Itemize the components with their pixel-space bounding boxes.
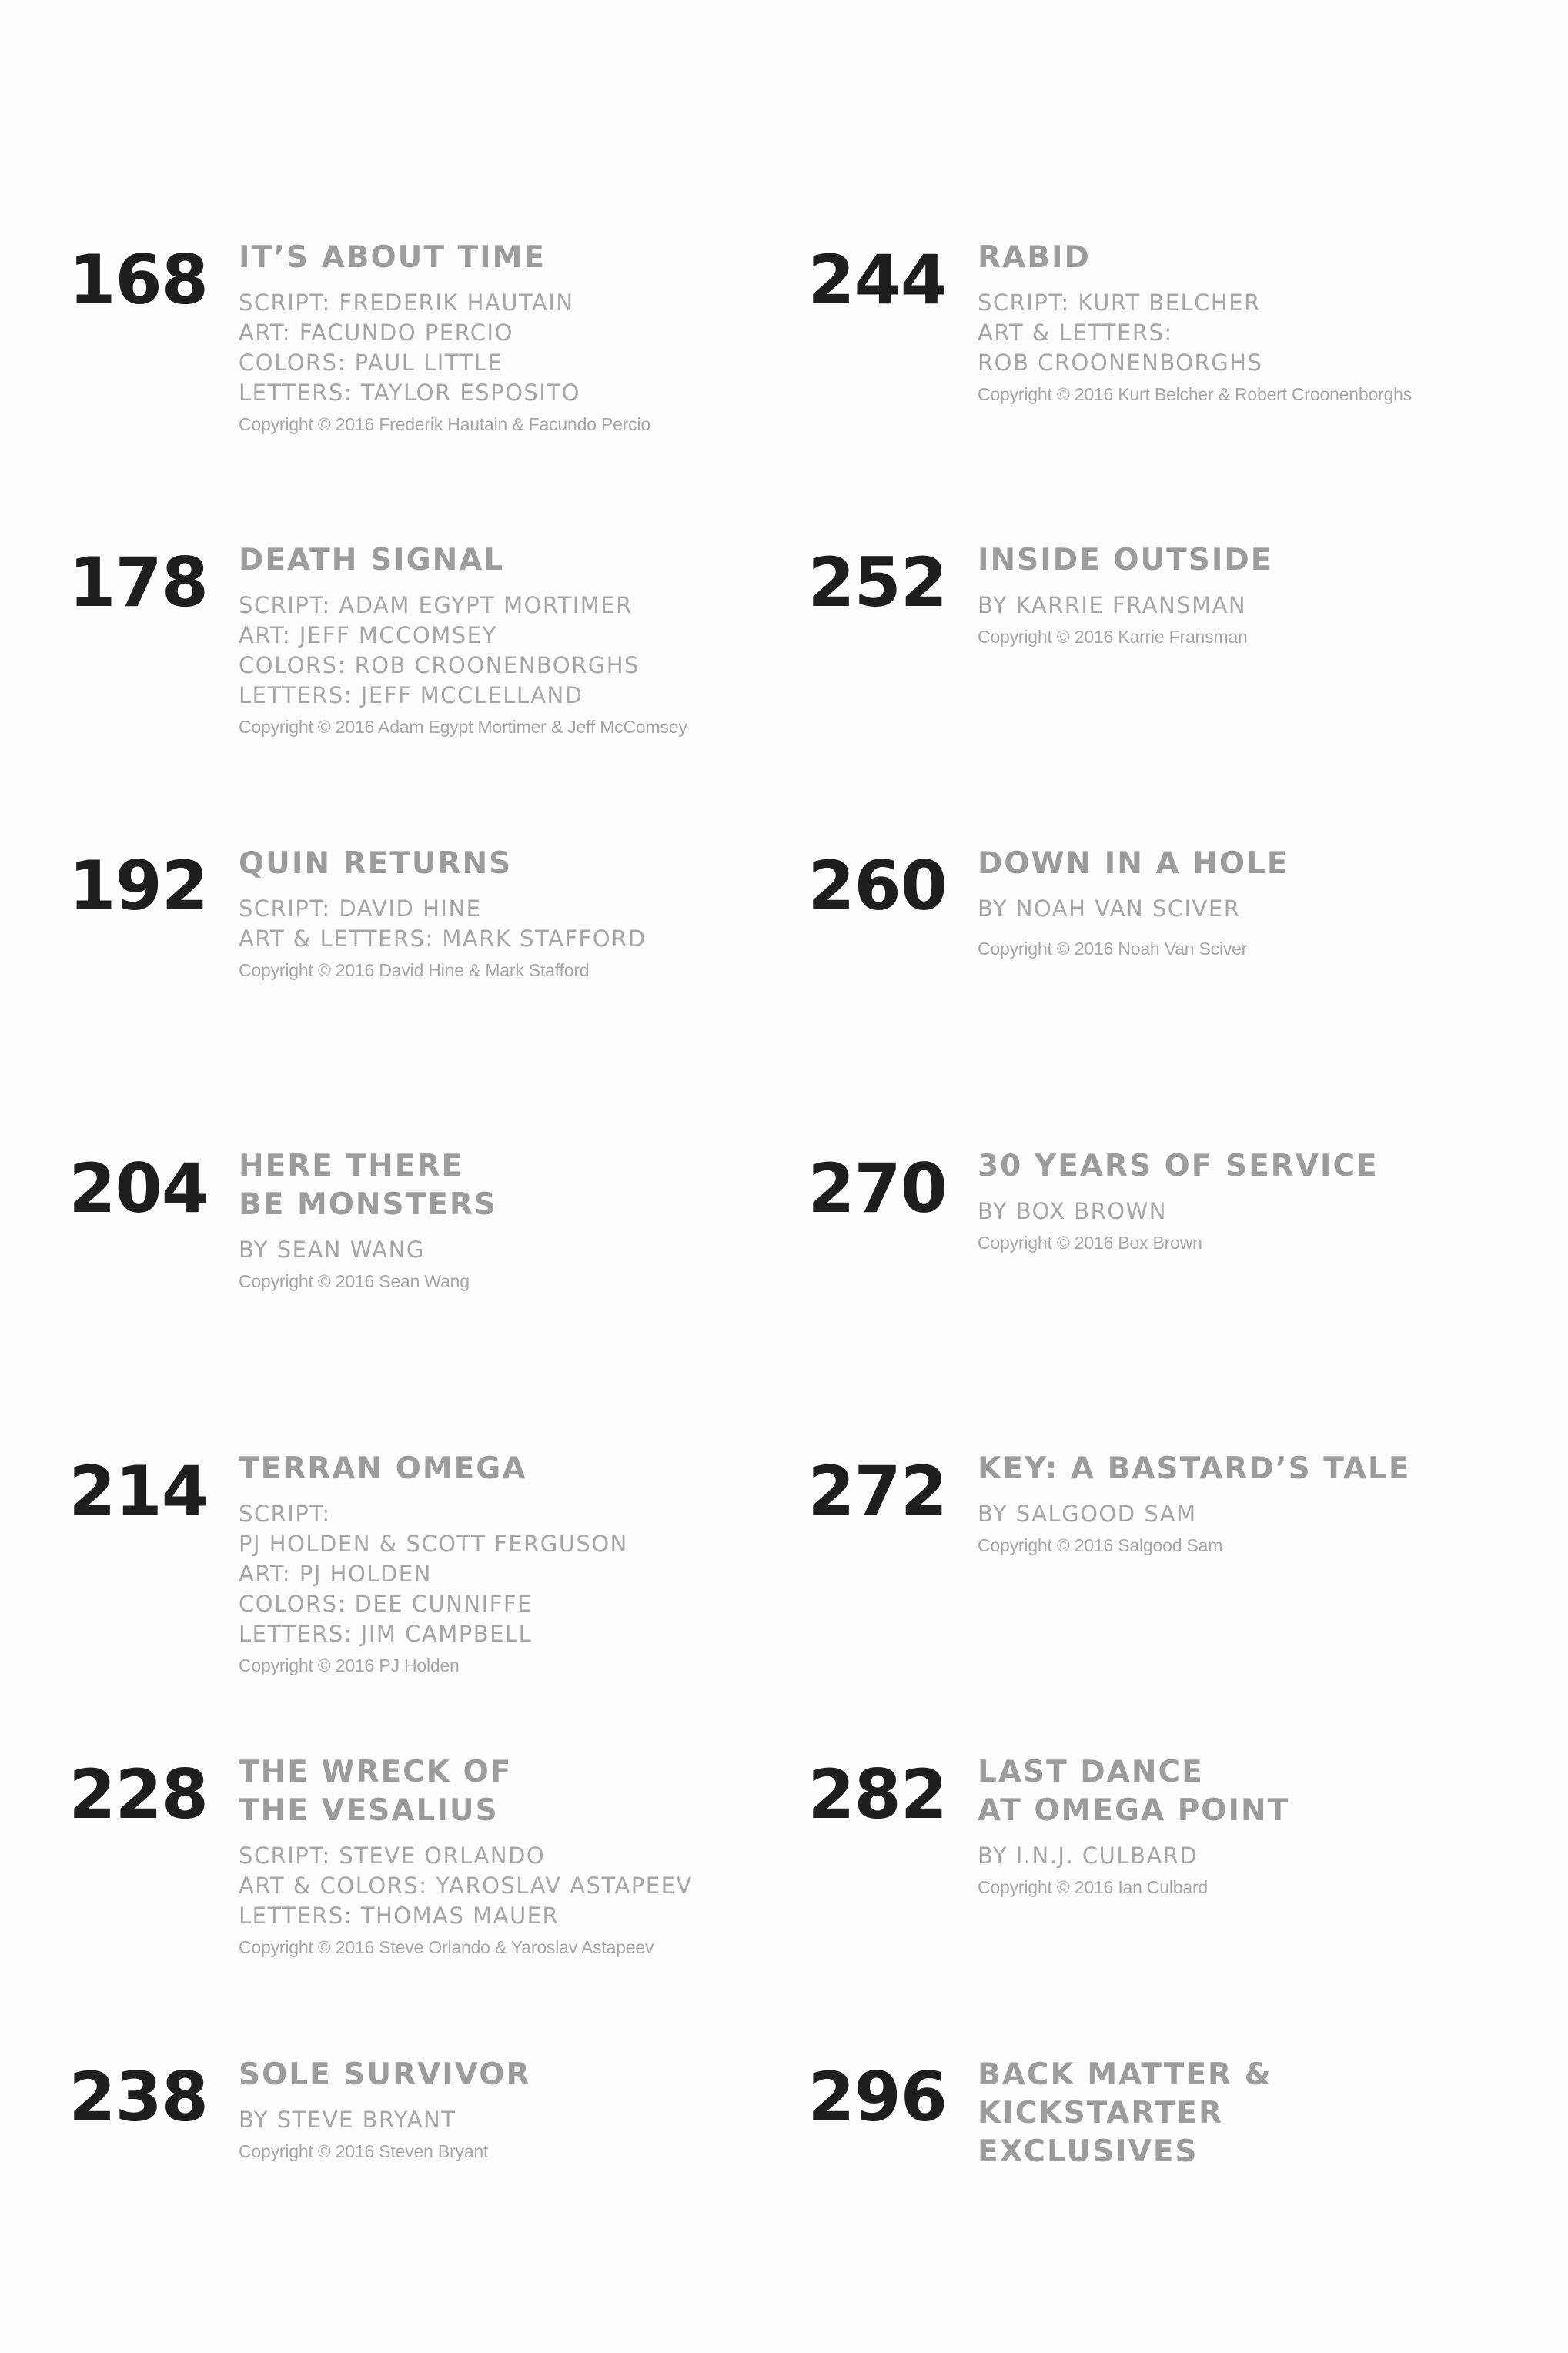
credit-line: SCRIPT: FREDERIK HAUTAIN	[239, 290, 574, 316]
story-title: LAST DANCE AT OMEGA POINT	[978, 1755, 1290, 1828]
credit-line: SCRIPT:	[239, 1501, 331, 1527]
page-number: 178	[69, 543, 208, 622]
page-number: 238	[69, 2057, 208, 2137]
toc-entry[interactable]	[739, 231, 1478, 524]
story-title: TERRAN OMEGA	[239, 1451, 527, 1486]
page-number: 260	[807, 846, 947, 925]
copyright-notice: Copyright © 2016 Sean Wang	[239, 1271, 470, 1291]
credit-line: COLORS: ROB CROONENBORGHS	[239, 652, 640, 678]
toc-entry[interactable]	[0, 2048, 739, 2341]
toc-entry[interactable]	[0, 1442, 739, 1735]
toc-entry[interactable]	[0, 1746, 739, 2038]
toc-entry[interactable]	[0, 837, 739, 1130]
toc-entry[interactable]	[739, 534, 1478, 826]
toc-entry[interactable]	[739, 1442, 1478, 1735]
credit-line: ART: FACUNDO PERCIO	[239, 320, 513, 346]
page-number: 214	[69, 1451, 208, 1531]
toc-entry[interactable]	[739, 1140, 1478, 1432]
story-title: INSIDE OUTSIDE	[978, 543, 1273, 577]
credit-line: BY SEAN WANG	[239, 1237, 425, 1263]
credit-line: SCRIPT: DAVID HINE	[239, 895, 482, 922]
copyright-notice: Copyright © 2016 PJ Holden	[239, 1655, 460, 1675]
credit-line: LETTERS: TAYLOR ESPOSITO	[239, 380, 580, 406]
toc-entry[interactable]	[0, 534, 739, 826]
story-title: SOLE SURVIVOR	[239, 2057, 531, 2092]
page-number: 204	[69, 1149, 208, 1228]
credit-line: LETTERS: JEFF MCCLELLAND	[239, 682, 583, 708]
copyright-notice: Copyright © 2016 Karrie Fransman	[978, 627, 1248, 647]
credit-line: PJ HOLDEN & SCOTT FERGUSON	[239, 1531, 628, 1557]
story-title: HERE THERE BE MONSTERS	[239, 1149, 497, 1222]
credit-line: ART: JEFF MCCOMSEY	[239, 622, 497, 648]
credit-line: BY I.N.J. CULBARD	[978, 1843, 1199, 1869]
credit-line: COLORS: PAUL LITTLE	[239, 350, 503, 376]
story-title: RABID	[978, 240, 1091, 275]
credit-line: LETTERS: THOMAS MAUER	[239, 1903, 560, 1929]
credit-line: SCRIPT: KURT BELCHER	[978, 290, 1261, 316]
story-title: IT’S ABOUT TIME	[239, 240, 547, 275]
toc-entry[interactable]	[739, 1746, 1478, 2038]
copyright-notice: Copyright © 2016 Salgood Sam	[978, 1535, 1223, 1555]
page-number: 270	[807, 1149, 947, 1228]
credit-line: BY SALGOOD SAM	[978, 1501, 1197, 1527]
page-number: 244	[807, 240, 947, 320]
page-number: 168	[69, 240, 208, 320]
copyright-notice: Copyright © 2016 Ian Culbard	[978, 1877, 1209, 1897]
credit-line: ART & COLORS: YAROSLAV ASTAPEEV	[239, 1873, 693, 1899]
credit-line: ART & LETTERS:	[978, 320, 1173, 346]
copyright-notice: Copyright © 2016 Steve Orlando & Yaroslav Astapeev	[239, 1937, 654, 1957]
story-title: BACK MATTER & KICKSTARTER EXCLUSIVES	[978, 2057, 1272, 2169]
story-title: KEY: A BASTARD’S TALE	[978, 1451, 1411, 1486]
credit-line: ROB CROONENBORGHS	[978, 350, 1263, 376]
story-title: DOWN IN A HOLE	[978, 846, 1289, 881]
credit-line: SCRIPT: ADAM EGYPT MORTIMER	[239, 592, 633, 618]
story-title: THE WRECK OF THE VESALIUS	[239, 1755, 513, 1828]
page-number: 272	[807, 1451, 947, 1531]
credit-line: BY KARRIE FRANSMAN	[978, 592, 1247, 618]
copyright-notice: Copyright © 2016 Adam Egypt Mortimer & Jeff McComsey	[239, 717, 687, 737]
credit-line: ART: PJ HOLDEN	[239, 1561, 432, 1587]
copyright-notice: Copyright © 2016 Steven Bryant	[239, 2141, 489, 2161]
story-title: QUIN RETURNS	[239, 846, 513, 881]
credit-line: ART & LETTERS: MARK STAFFORD	[239, 925, 647, 952]
copyright-notice: Copyright © 2016 Box Brown	[978, 1233, 1202, 1253]
copyright-notice: Copyright © 2016 David Hine & Mark Stafford	[239, 960, 590, 980]
credit-line: COLORS: DEE CUNNIFFE	[239, 1591, 533, 1617]
toc-entry[interactable]	[0, 231, 739, 524]
credit-line: BY STEVE BRYANT	[239, 2107, 456, 2133]
copyright-notice: Copyright © 2016 Noah Van Sciver	[978, 939, 1248, 959]
story-title: 30 YEARS OF SERVICE	[978, 1149, 1379, 1183]
credit-line: BY NOAH VAN SCIVER	[978, 895, 1241, 922]
toc-entry[interactable]	[0, 1140, 739, 1432]
copyright-notice: Copyright © 2016 Frederik Hautain & Facundo Percio	[239, 414, 650, 434]
toc-entry[interactable]	[739, 2048, 1478, 2341]
page-number: 252	[807, 543, 947, 622]
story-title: DEATH SIGNAL	[239, 543, 505, 577]
page-number: 192	[69, 846, 208, 925]
page-number: 296	[807, 2057, 947, 2137]
credit-line: LETTERS: JIM CAMPBELL	[239, 1621, 533, 1647]
credit-line: SCRIPT: STEVE ORLANDO	[239, 1843, 546, 1869]
toc-entry[interactable]	[739, 837, 1478, 1130]
copyright-notice: Copyright © 2016 Kurt Belcher & Robert Croonenborghs	[978, 384, 1412, 404]
page-number: 282	[807, 1755, 947, 1834]
page-number: 228	[69, 1755, 208, 1834]
credit-line: BY BOX BROWN	[978, 1198, 1167, 1224]
